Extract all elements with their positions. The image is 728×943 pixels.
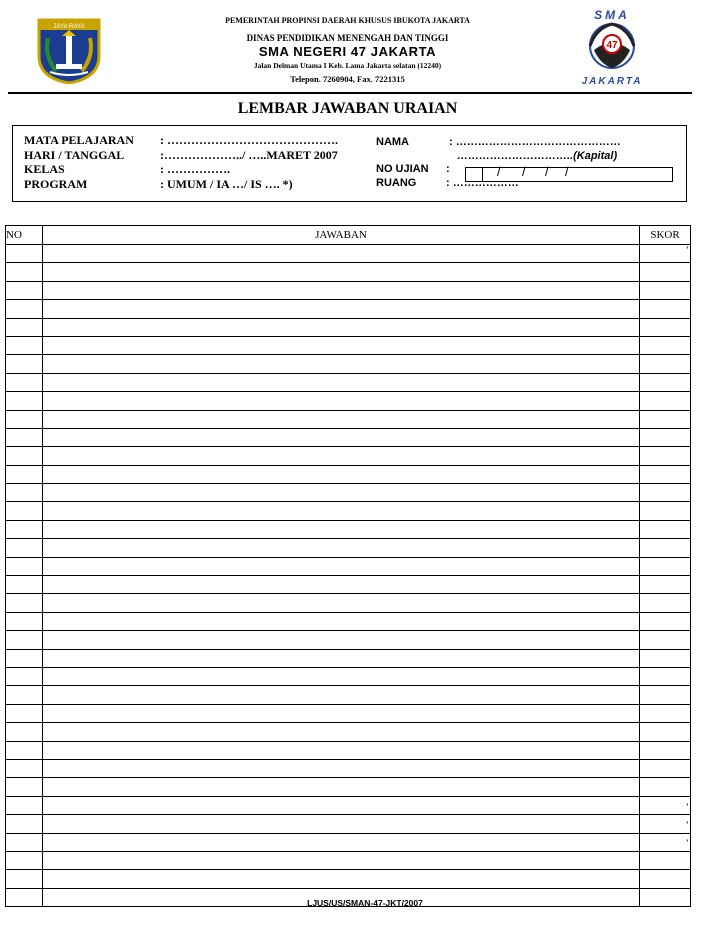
margin-mark: ' [686, 802, 689, 812]
answer-row [6, 557, 691, 575]
answer-jawaban-cell[interactable] [43, 686, 640, 704]
answer-no-cell[interactable] [6, 245, 43, 263]
answer-skor-cell[interactable] [640, 447, 691, 465]
answer-no-cell[interactable] [6, 667, 43, 685]
header-school-name: SMA NEGERI 47 JAKARTA [258, 44, 437, 59]
logo-right-bottom-text: JAKARTA [581, 76, 643, 87]
answer-table [5, 225, 691, 907]
ruang-field[interactable]: : ……………… [446, 177, 519, 189]
no-ujian-colon: : [446, 163, 450, 175]
answer-jawaban-cell[interactable] [43, 741, 640, 759]
answer-skor-cell[interactable] [640, 686, 691, 704]
answer-jawaban-cell[interactable] [43, 723, 640, 741]
answer-skor-cell[interactable] [640, 888, 691, 906]
answer-skor-cell[interactable] [640, 851, 691, 869]
answer-row [6, 447, 691, 465]
answer-row [6, 410, 691, 428]
margin-mark: ' [686, 838, 689, 848]
answer-skor-cell[interactable] [640, 649, 691, 667]
nama-note: …………………………..(Kapital) [457, 150, 618, 162]
answer-skor-cell[interactable] [640, 576, 691, 594]
margin-mark: ' [686, 245, 689, 255]
answer-no-cell[interactable] [6, 759, 43, 777]
answer-row [6, 631, 691, 649]
answer-no-cell[interactable] [6, 557, 43, 575]
answer-jawaban-cell[interactable] [43, 759, 640, 777]
answer-jawaban-cell[interactable] [43, 576, 640, 594]
answer-jawaban-cell[interactable] [43, 539, 640, 557]
logo-left-text: JAYA RAYA [53, 24, 85, 30]
answer-jawaban-cell[interactable] [43, 373, 640, 391]
answer-no-cell[interactable] [6, 318, 43, 336]
answer-row [6, 667, 691, 685]
answer-skor-cell[interactable] [640, 355, 691, 373]
answer-skor-cell[interactable] [640, 759, 691, 777]
col-header-skor: SKOR [640, 226, 691, 245]
answer-skor-cell[interactable] [640, 778, 691, 796]
answer-jawaban-cell[interactable] [43, 336, 640, 354]
answer-skor-cell[interactable] [640, 704, 691, 722]
answer-no-cell[interactable] [6, 833, 43, 851]
answer-skor-cell[interactable] [640, 428, 691, 446]
answer-jawaban-cell[interactable] [43, 612, 640, 630]
answer-row [6, 336, 691, 354]
form-code: LJUS/US/SMAN-47-JKT/2007 [307, 898, 423, 908]
answer-jawaban-cell[interactable] [43, 833, 640, 851]
answer-row [6, 392, 691, 410]
answer-skor-cell[interactable] [640, 392, 691, 410]
answer-no-cell[interactable] [6, 594, 43, 612]
answer-row [6, 373, 691, 391]
answer-skor-cell[interactable] [640, 539, 691, 557]
answer-no-cell[interactable] [6, 336, 43, 354]
answer-skor-cell[interactable] [640, 631, 691, 649]
answer-skor-cell[interactable] [640, 245, 691, 263]
answer-row [6, 576, 691, 594]
answer-no-cell[interactable] [6, 428, 43, 446]
answer-row [6, 851, 691, 869]
answer-no-cell[interactable] [6, 778, 43, 796]
answer-row [6, 759, 691, 777]
answer-row [6, 263, 691, 281]
no-ujian-slash: / [522, 164, 526, 179]
answer-no-cell[interactable] [6, 870, 43, 888]
answer-jawaban-cell[interactable] [43, 778, 640, 796]
answer-row [6, 649, 691, 667]
answer-skor-cell[interactable] [640, 557, 691, 575]
nama-label: NAMA [376, 136, 409, 148]
answer-skor-cell[interactable] [640, 373, 691, 391]
answer-no-cell[interactable] [6, 355, 43, 373]
answer-jawaban-cell[interactable] [43, 649, 640, 667]
answer-skor-cell[interactable] [640, 410, 691, 428]
answer-no-cell[interactable] [6, 373, 43, 391]
answer-jawaban-cell[interactable] [43, 520, 640, 538]
answer-row [6, 281, 691, 299]
answer-skor-cell[interactable] [640, 833, 691, 851]
col-header-no: NO [6, 226, 43, 245]
answer-jawaban-cell[interactable] [43, 281, 640, 299]
answer-jawaban-cell[interactable] [43, 502, 640, 520]
answer-row [6, 245, 691, 263]
answer-row [6, 428, 691, 446]
answer-no-cell[interactable] [6, 484, 43, 502]
answer-jawaban-cell[interactable] [43, 318, 640, 336]
answer-jawaban-cell[interactable] [43, 594, 640, 612]
answer-jawaban-cell[interactable] [43, 704, 640, 722]
answer-no-cell[interactable] [6, 686, 43, 704]
nama-field[interactable]: : ……………………………………… [449, 136, 621, 148]
answer-jawaban-cell[interactable] [43, 796, 640, 814]
answer-row [6, 520, 691, 538]
answer-no-cell[interactable] [6, 741, 43, 759]
answer-jawaban-cell[interactable] [43, 557, 640, 575]
answer-jawaban-cell[interactable] [43, 631, 640, 649]
header-address: Jalan Delman Utama I Keb. Lama Jakarta selatan (12240) [253, 61, 442, 70]
header-divider [8, 92, 692, 94]
margin-mark: ' [686, 820, 689, 830]
no-ujian-slash: / [565, 164, 569, 179]
answer-no-cell[interactable] [6, 447, 43, 465]
header-line1: PEMERINTAH PROPINSI DAERAH KHUSUS IBUKOTA JAKARTA [225, 16, 470, 25]
no-ujian-label: NO UJIAN [376, 163, 429, 175]
answer-no-cell[interactable] [6, 520, 43, 538]
answer-no-cell[interactable] [6, 723, 43, 741]
answer-no-cell[interactable] [6, 502, 43, 520]
answer-no-cell[interactable] [6, 465, 43, 483]
answer-skor-cell[interactable] [640, 300, 691, 318]
answer-jawaban-cell[interactable] [43, 263, 640, 281]
answer-jawaban-cell[interactable] [43, 851, 640, 869]
answer-skor-cell[interactable] [640, 870, 691, 888]
jakarta-emblem-icon [36, 16, 102, 84]
answer-jawaban-cell[interactable] [43, 392, 640, 410]
answer-skor-cell[interactable] [640, 484, 691, 502]
answer-row [6, 704, 691, 722]
answer-row [6, 484, 691, 502]
answer-row [6, 796, 691, 814]
answer-skor-cell[interactable] [640, 594, 691, 612]
answer-jawaban-cell[interactable] [43, 870, 640, 888]
answer-row [6, 686, 691, 704]
answer-no-cell[interactable] [6, 704, 43, 722]
answer-jawaban-cell[interactable] [43, 667, 640, 685]
hari-tanggal-label: HARI / TANGGAL [24, 148, 125, 162]
ruang-label: RUANG [376, 177, 417, 189]
answer-skor-cell[interactable] [640, 263, 691, 281]
answer-skor-cell[interactable] [640, 336, 691, 354]
hari-tanggal-field[interactable]: :………………../ …..MARET 2007 [160, 148, 338, 162]
answer-jawaban-cell[interactable] [43, 428, 640, 446]
answer-skor-cell[interactable] [640, 723, 691, 741]
answer-skor-cell[interactable] [640, 281, 691, 299]
answer-skor-cell[interactable] [640, 796, 691, 814]
answer-no-cell[interactable] [6, 631, 43, 649]
answer-no-cell[interactable] [6, 851, 43, 869]
answer-row [6, 465, 691, 483]
kelas-field[interactable]: : ……………. [160, 162, 230, 176]
no-ujian-slash: / [497, 164, 501, 179]
mata-pelajaran-field[interactable]: : ……………………………………. [160, 133, 338, 147]
logo-right-top-text: SMA [594, 8, 630, 22]
kelas-label: KELAS [24, 162, 65, 176]
answer-no-cell[interactable] [6, 815, 43, 833]
answer-skor-cell[interactable] [640, 318, 691, 336]
answer-skor-cell[interactable] [640, 667, 691, 685]
sman47-logo-icon [566, 6, 658, 88]
answer-row [6, 502, 691, 520]
answer-row [6, 815, 691, 833]
answer-skor-cell[interactable] [640, 612, 691, 630]
answer-skor-cell[interactable] [640, 465, 691, 483]
answer-row [6, 355, 691, 373]
answer-skor-cell[interactable] [640, 520, 691, 538]
answer-no-cell[interactable] [6, 576, 43, 594]
answer-jawaban-cell[interactable] [43, 465, 640, 483]
answer-jawaban-cell[interactable] [43, 410, 640, 428]
answer-no-cell[interactable] [6, 281, 43, 299]
answer-no-cell[interactable] [6, 612, 43, 630]
answer-row [6, 741, 691, 759]
answer-no-cell[interactable] [6, 263, 43, 281]
answer-row [6, 870, 691, 888]
page-title: LEMBAR JAWABAN URAIAN [237, 100, 458, 117]
answer-no-cell[interactable] [6, 796, 43, 814]
mata-pelajaran-label: MATA PELAJARAN [24, 133, 134, 147]
answer-jawaban-cell[interactable] [43, 300, 640, 318]
answer-jawaban-cell[interactable] [43, 484, 640, 502]
logo-right-number: 47 [606, 40, 618, 51]
answer-jawaban-cell[interactable] [43, 447, 640, 465]
program-label: PROGRAM [24, 177, 88, 191]
answer-no-cell[interactable] [6, 888, 43, 906]
answer-row [6, 833, 691, 851]
answer-row [6, 778, 691, 796]
answer-jawaban-cell[interactable] [43, 245, 640, 263]
answer-jawaban-cell[interactable] [43, 355, 640, 373]
answer-skor-cell[interactable] [640, 741, 691, 759]
answer-row [6, 612, 691, 630]
answer-row [6, 300, 691, 318]
answer-no-cell[interactable] [6, 539, 43, 557]
header-line2: DINAS PENDIDIKAN MENENGAH DAN TINGGI [246, 33, 449, 43]
answer-no-cell[interactable] [6, 410, 43, 428]
answer-row [6, 318, 691, 336]
answer-row [6, 723, 691, 741]
program-field[interactable]: : UMUM / IA …/ IS …. *) [160, 177, 293, 191]
answer-no-cell[interactable] [6, 300, 43, 318]
col-header-jawaban: JAWABAN [43, 226, 640, 245]
answer-skor-cell[interactable] [640, 502, 691, 520]
answer-no-cell[interactable] [6, 649, 43, 667]
answer-jawaban-cell[interactable] [43, 815, 640, 833]
answer-row [6, 594, 691, 612]
answer-row [6, 539, 691, 557]
no-ujian-slash: / [545, 164, 549, 179]
answer-no-cell[interactable] [6, 392, 43, 410]
header-phone: Telepon. 7260904, Fax. 7221315 [290, 74, 405, 84]
answer-skor-cell[interactable] [640, 815, 691, 833]
